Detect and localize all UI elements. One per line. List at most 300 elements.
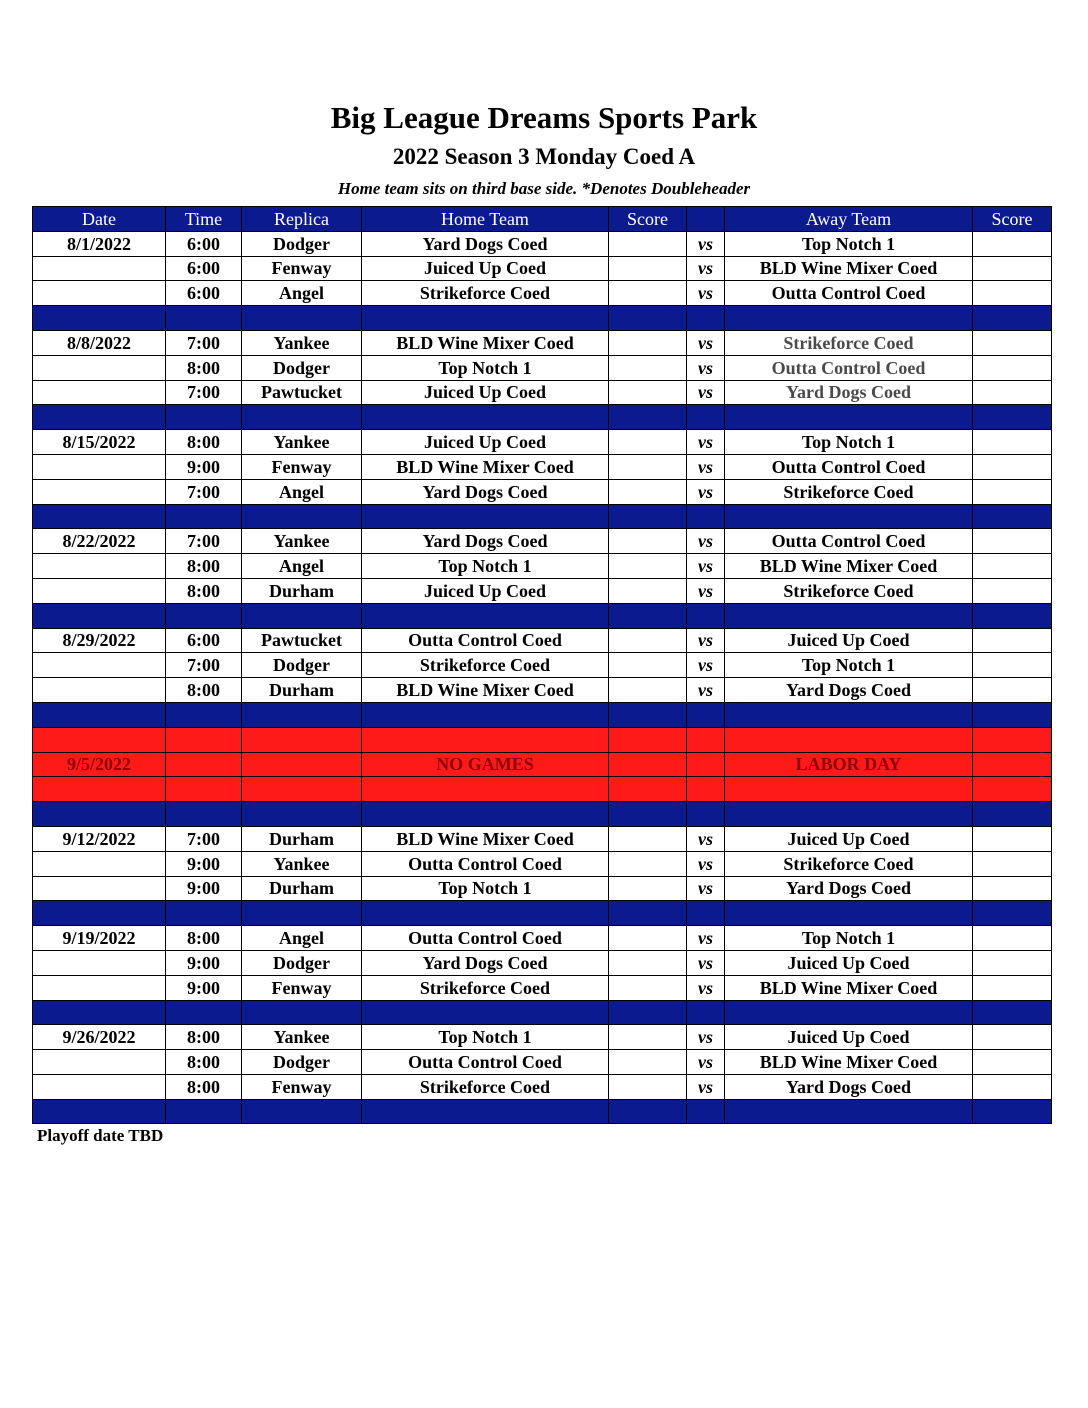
time-cell (166, 727, 242, 752)
separator-cell (725, 306, 973, 331)
away-score-cell (973, 826, 1052, 851)
separator-cell (609, 702, 687, 727)
separator-cell (33, 306, 166, 331)
away-score-cell (973, 752, 1052, 777)
game-row (33, 355, 1052, 380)
home-score-cell (609, 454, 687, 479)
time-cell: 8:00 (166, 355, 242, 380)
separator-cell (242, 702, 362, 727)
home-team-cell: BLD Wine Mixer Coed (362, 330, 609, 355)
holiday-row (33, 777, 1052, 802)
page-subtitle: 2022 Season 3 Monday Coed A (392, 144, 696, 169)
replica-cell: Durham (242, 678, 362, 703)
separator-cell (973, 306, 1052, 331)
game-row (33, 430, 1052, 455)
footer-note: Playoff date TBD (37, 1126, 164, 1145)
holiday-name-cell (725, 727, 973, 752)
game-row (33, 256, 1052, 281)
separator-cell (725, 802, 973, 827)
holiday-name-cell (725, 777, 973, 802)
replica-cell: Dodger (242, 1050, 362, 1075)
date-cell: 8/15/2022 (33, 430, 166, 455)
home-team-cell: Top Notch 1 (362, 876, 609, 901)
time-cell: 8:00 (166, 578, 242, 603)
home-score-cell (609, 281, 687, 306)
date-cell: 9/5/2022 (33, 752, 166, 777)
separator-cell (687, 702, 725, 727)
date-cell (33, 256, 166, 281)
away-score-cell (973, 529, 1052, 554)
away-score-cell (973, 653, 1052, 678)
away-score-cell (973, 926, 1052, 951)
separator-cell (242, 504, 362, 529)
time-cell (166, 777, 242, 802)
separator-cell (362, 405, 609, 430)
replica-cell (242, 777, 362, 802)
separator-cell (687, 901, 725, 926)
vs-cell: vs (687, 355, 725, 380)
game-row (33, 628, 1052, 653)
away-score-cell (973, 727, 1052, 752)
separator-cell (33, 901, 166, 926)
vs-cell: vs (687, 231, 725, 256)
home-score-cell (609, 1050, 687, 1075)
separator-cell (687, 405, 725, 430)
game-row (33, 975, 1052, 1000)
away-score-cell (973, 1050, 1052, 1075)
away-team-cell: Juiced Up Coed (725, 950, 973, 975)
home-team-cell: Outta Control Coed (362, 851, 609, 876)
vs-cell: vs (687, 529, 725, 554)
home-score-cell (609, 678, 687, 703)
home-team-cell: Strikeforce Coed (362, 975, 609, 1000)
replica-cell: Fenway (242, 975, 362, 1000)
replica-cell (242, 752, 362, 777)
separator-cell (609, 802, 687, 827)
home-score-cell (609, 926, 687, 951)
separator-cell (242, 603, 362, 628)
holiday-row (33, 752, 1052, 777)
replica-cell: Angel (242, 926, 362, 951)
separator-cell (687, 603, 725, 628)
replica-cell: Angel (242, 554, 362, 579)
vs-cell: vs (687, 678, 725, 703)
replica-cell: Yankee (242, 430, 362, 455)
col-header-away-team: Away Team (725, 207, 973, 232)
separator-cell (687, 802, 725, 827)
home-score-cell (609, 752, 687, 777)
replica-cell: Durham (242, 578, 362, 603)
away-team-cell: Top Notch 1 (725, 231, 973, 256)
game-row (33, 1074, 1052, 1099)
home-score-cell (609, 231, 687, 256)
away-team-cell: Outta Control Coed (725, 454, 973, 479)
schedule-note: Home team sits on third base side. *Denotes Doubleheader (337, 179, 751, 198)
replica-cell: Pawtucket (242, 628, 362, 653)
home-score-cell (609, 1074, 687, 1099)
date-cell (33, 975, 166, 1000)
separator-cell (242, 306, 362, 331)
away-team-cell: BLD Wine Mixer Coed (725, 554, 973, 579)
separator-cell (973, 702, 1052, 727)
separator-cell (973, 603, 1052, 628)
game-row (33, 876, 1052, 901)
away-team-cell: Top Notch 1 (725, 926, 973, 951)
away-team-cell: BLD Wine Mixer Coed (725, 256, 973, 281)
away-team-cell: Outta Control Coed (725, 529, 973, 554)
separator-cell (166, 1099, 242, 1124)
replica-cell: Angel (242, 281, 362, 306)
home-team-cell: Juiced Up Coed (362, 256, 609, 281)
vs-cell: vs (687, 281, 725, 306)
home-team-cell: Yard Dogs Coed (362, 950, 609, 975)
home-score-cell (609, 578, 687, 603)
separator-cell (166, 504, 242, 529)
col-header-home-score: Score (609, 207, 687, 232)
separator-cell (33, 603, 166, 628)
replica-cell: Fenway (242, 454, 362, 479)
vs-cell: vs (687, 430, 725, 455)
separator-cell (362, 901, 609, 926)
replica-cell: Yankee (242, 330, 362, 355)
header-row (33, 207, 1052, 232)
separator-cell (33, 405, 166, 430)
time-cell (166, 752, 242, 777)
replica-cell: Durham (242, 826, 362, 851)
game-row (33, 330, 1052, 355)
date-cell: 8/8/2022 (33, 330, 166, 355)
home-team-cell: Outta Control Coed (362, 926, 609, 951)
vs-cell: vs (687, 628, 725, 653)
away-score-cell (973, 777, 1052, 802)
home-team-cell: Top Notch 1 (362, 1025, 609, 1050)
home-score-cell (609, 826, 687, 851)
date-cell (33, 380, 166, 405)
time-cell: 9:00 (166, 851, 242, 876)
away-score-cell (973, 628, 1052, 653)
separator-cell (725, 1099, 973, 1124)
col-header-vs (687, 207, 725, 232)
away-score-cell (973, 479, 1052, 504)
away-team-cell: Strikeforce Coed (725, 330, 973, 355)
col-header-date: Date (33, 207, 166, 232)
game-row (33, 380, 1052, 405)
away-team-cell: BLD Wine Mixer Coed (725, 975, 973, 1000)
week-separator-row (33, 901, 1052, 926)
replica-cell: Angel (242, 479, 362, 504)
home-team-cell: Yard Dogs Coed (362, 529, 609, 554)
separator-cell (609, 603, 687, 628)
week-separator-row (33, 1099, 1052, 1124)
home-team-cell: BLD Wine Mixer Coed (362, 826, 609, 851)
time-cell: 9:00 (166, 975, 242, 1000)
holiday-note-cell (362, 777, 609, 802)
game-row (33, 926, 1052, 951)
date-cell: 9/26/2022 (33, 1025, 166, 1050)
time-cell: 7:00 (166, 380, 242, 405)
replica-cell: Durham (242, 876, 362, 901)
home-team-cell: Strikeforce Coed (362, 653, 609, 678)
away-team-cell: Juiced Up Coed (725, 628, 973, 653)
time-cell: 8:00 (166, 1074, 242, 1099)
separator-cell (687, 1099, 725, 1124)
separator-cell (33, 702, 166, 727)
game-row (33, 479, 1052, 504)
home-team-cell: BLD Wine Mixer Coed (362, 678, 609, 703)
separator-cell (362, 1000, 609, 1025)
week-separator-row (33, 1000, 1052, 1025)
game-row (33, 554, 1052, 579)
game-row (33, 529, 1052, 554)
date-cell (33, 950, 166, 975)
away-team-cell: Strikeforce Coed (725, 578, 973, 603)
away-team-cell: Yard Dogs Coed (725, 380, 973, 405)
home-team-cell: Juiced Up Coed (362, 578, 609, 603)
game-row (33, 281, 1052, 306)
away-team-cell: Juiced Up Coed (725, 826, 973, 851)
home-score-cell (609, 777, 687, 802)
date-cell (33, 355, 166, 380)
separator-cell (166, 603, 242, 628)
separator-cell (725, 504, 973, 529)
home-team-cell: Juiced Up Coed (362, 380, 609, 405)
away-team-cell: BLD Wine Mixer Coed (725, 1050, 973, 1075)
away-score-cell (973, 851, 1052, 876)
game-row (33, 653, 1052, 678)
date-cell (33, 479, 166, 504)
vs-cell: vs (687, 851, 725, 876)
away-score-cell (973, 330, 1052, 355)
home-score-cell (609, 256, 687, 281)
date-cell: 9/12/2022 (33, 826, 166, 851)
separator-cell (242, 1000, 362, 1025)
time-cell: 8:00 (166, 554, 242, 579)
separator-cell (687, 504, 725, 529)
time-cell: 8:00 (166, 1025, 242, 1050)
time-cell: 6:00 (166, 281, 242, 306)
holiday-note-cell (362, 727, 609, 752)
date-cell (33, 1074, 166, 1099)
game-row (33, 950, 1052, 975)
separator-cell (687, 306, 725, 331)
home-team-cell: Juiced Up Coed (362, 430, 609, 455)
home-score-cell (609, 430, 687, 455)
away-team-cell: Top Notch 1 (725, 430, 973, 455)
away-team-cell: Strikeforce Coed (725, 479, 973, 504)
date-cell (33, 777, 166, 802)
away-score-cell (973, 281, 1052, 306)
week-separator-row (33, 306, 1052, 331)
separator-cell (362, 702, 609, 727)
away-score-cell (973, 554, 1052, 579)
time-cell: 8:00 (166, 430, 242, 455)
vs-cell: vs (687, 479, 725, 504)
separator-cell (725, 901, 973, 926)
time-cell: 7:00 (166, 653, 242, 678)
vs-cell: vs (687, 876, 725, 901)
schedule-body (33, 231, 1052, 1124)
away-score-cell (973, 975, 1052, 1000)
separator-cell (609, 405, 687, 430)
away-score-cell (973, 578, 1052, 603)
vs-cell (687, 777, 725, 802)
vs-cell (687, 752, 725, 777)
away-score-cell (973, 950, 1052, 975)
date-cell (33, 678, 166, 703)
time-cell: 7:00 (166, 479, 242, 504)
vs-cell: vs (687, 926, 725, 951)
separator-cell (362, 504, 609, 529)
separator-cell (725, 702, 973, 727)
game-row (33, 578, 1052, 603)
home-team-cell: Yard Dogs Coed (362, 231, 609, 256)
away-team-cell: Outta Control Coed (725, 281, 973, 306)
separator-cell (725, 1000, 973, 1025)
separator-cell (725, 603, 973, 628)
date-cell: 8/22/2022 (33, 529, 166, 554)
date-cell: 8/1/2022 (33, 231, 166, 256)
replica-cell: Yankee (242, 529, 362, 554)
separator-cell (242, 901, 362, 926)
game-row (33, 1050, 1052, 1075)
separator-cell (33, 802, 166, 827)
away-score-cell (973, 256, 1052, 281)
separator-cell (725, 405, 973, 430)
vs-cell: vs (687, 975, 725, 1000)
date-cell (33, 1050, 166, 1075)
col-header-replica: Replica (242, 207, 362, 232)
col-header-away-score: Score (973, 207, 1052, 232)
separator-cell (609, 901, 687, 926)
away-score-cell (973, 355, 1052, 380)
week-separator-row (33, 802, 1052, 827)
date-cell: 9/19/2022 (33, 926, 166, 951)
away-score-cell (973, 454, 1052, 479)
time-cell: 7:00 (166, 330, 242, 355)
vs-cell: vs (687, 826, 725, 851)
home-score-cell (609, 653, 687, 678)
game-row (33, 826, 1052, 851)
vs-cell: vs (687, 950, 725, 975)
separator-cell (609, 1000, 687, 1025)
replica-cell: Dodger (242, 231, 362, 256)
replica-cell: Fenway (242, 256, 362, 281)
col-header-time: Time (166, 207, 242, 232)
holiday-note-cell: NO GAMES (362, 752, 609, 777)
separator-cell (362, 603, 609, 628)
home-team-cell: Strikeforce Coed (362, 281, 609, 306)
vs-cell: vs (687, 454, 725, 479)
separator-cell (362, 306, 609, 331)
separator-cell (362, 1099, 609, 1124)
away-team-cell: Yard Dogs Coed (725, 1074, 973, 1099)
separator-cell (166, 1000, 242, 1025)
home-team-cell: Top Notch 1 (362, 355, 609, 380)
separator-cell (166, 901, 242, 926)
away-score-cell (973, 380, 1052, 405)
away-team-cell: Outta Control Coed (725, 355, 973, 380)
home-score-cell (609, 950, 687, 975)
separator-cell (166, 702, 242, 727)
holiday-row (33, 727, 1052, 752)
game-row (33, 231, 1052, 256)
away-score-cell (973, 678, 1052, 703)
time-cell: 9:00 (166, 876, 242, 901)
page-title: Big League Dreams Sports Park (330, 100, 758, 135)
game-row (33, 851, 1052, 876)
time-cell: 6:00 (166, 231, 242, 256)
date-cell (33, 727, 166, 752)
separator-cell (973, 901, 1052, 926)
home-score-cell (609, 727, 687, 752)
time-cell: 8:00 (166, 678, 242, 703)
time-cell: 8:00 (166, 1050, 242, 1075)
vs-cell: vs (687, 653, 725, 678)
away-score-cell (973, 1074, 1052, 1099)
vs-cell: vs (687, 1074, 725, 1099)
home-score-cell (609, 355, 687, 380)
home-score-cell (609, 330, 687, 355)
week-separator-row (33, 603, 1052, 628)
separator-cell (166, 405, 242, 430)
home-score-cell (609, 628, 687, 653)
vs-cell: vs (687, 578, 725, 603)
replica-cell: Yankee (242, 1025, 362, 1050)
separator-cell (33, 504, 166, 529)
week-separator-row (33, 405, 1052, 430)
home-score-cell (609, 380, 687, 405)
date-cell (33, 578, 166, 603)
game-row (33, 1025, 1052, 1050)
replica-cell: Dodger (242, 355, 362, 380)
separator-cell (687, 1000, 725, 1025)
game-row (33, 678, 1052, 703)
date-cell (33, 851, 166, 876)
away-team-cell: Strikeforce Coed (725, 851, 973, 876)
replica-cell: Fenway (242, 1074, 362, 1099)
schedule-table (32, 206, 1052, 1124)
col-header-home-team: Home Team (362, 207, 609, 232)
replica-cell (242, 727, 362, 752)
separator-cell (33, 1099, 166, 1124)
separator-cell (242, 1099, 362, 1124)
time-cell: 8:00 (166, 926, 242, 951)
vs-cell: vs (687, 554, 725, 579)
separator-cell (609, 504, 687, 529)
vs-cell: vs (687, 1050, 725, 1075)
home-score-cell (609, 975, 687, 1000)
separator-cell (973, 1000, 1052, 1025)
separator-cell (973, 1099, 1052, 1124)
vs-cell (687, 727, 725, 752)
holiday-name-cell: LABOR DAY (725, 752, 973, 777)
away-team-cell: Juiced Up Coed (725, 1025, 973, 1050)
time-cell: 6:00 (166, 256, 242, 281)
away-score-cell (973, 430, 1052, 455)
away-score-cell (973, 1025, 1052, 1050)
date-cell: 8/29/2022 (33, 628, 166, 653)
time-cell: 9:00 (166, 950, 242, 975)
week-separator-row (33, 504, 1052, 529)
home-score-cell (609, 479, 687, 504)
vs-cell: vs (687, 256, 725, 281)
home-score-cell (609, 529, 687, 554)
replica-cell: Dodger (242, 653, 362, 678)
vs-cell: vs (687, 1025, 725, 1050)
game-row (33, 454, 1052, 479)
separator-cell (33, 1000, 166, 1025)
separator-cell (973, 802, 1052, 827)
